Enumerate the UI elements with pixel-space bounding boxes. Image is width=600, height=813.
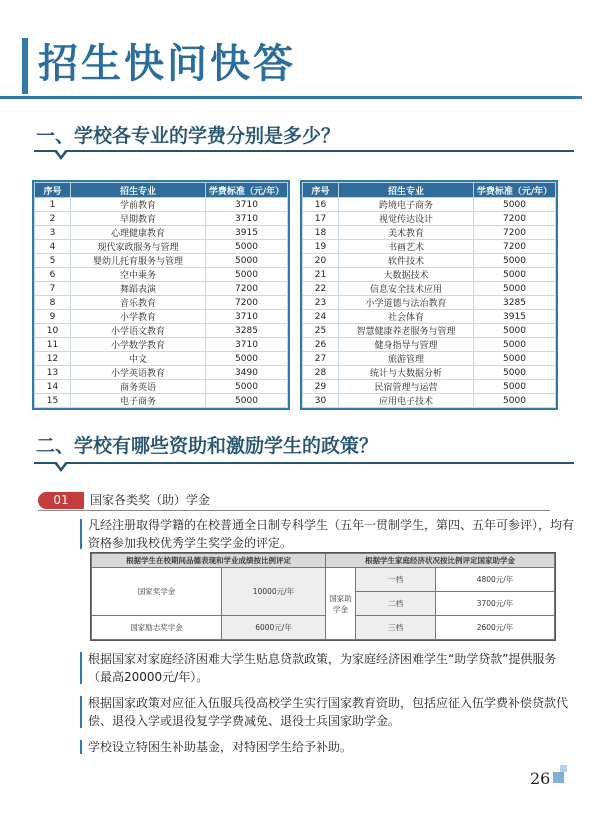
tuition-fee: 7200: [474, 240, 556, 254]
major-name: 音乐教育: [71, 296, 206, 310]
major-name: 跨境电子商务: [339, 198, 474, 212]
header-accent-bar: [22, 38, 28, 94]
fee-row: [303, 380, 556, 394]
major-name: 空中乘务: [71, 268, 206, 282]
major-name: 小学英语教育: [71, 366, 206, 380]
row-number: 26: [303, 338, 339, 352]
major-name: 美术教育: [339, 226, 474, 240]
col-header-fee: 学费标准（元/年）: [474, 183, 556, 198]
scholarship-grant-header: 根据学生家庭经济状况按比例评定国家助学金: [326, 554, 555, 568]
row-number: 21: [303, 268, 339, 282]
tuition-fee: 5000: [206, 394, 288, 408]
tuition-fee: 5000: [474, 198, 556, 212]
merit-name-2: 国家励志奖学金: [92, 616, 222, 640]
fee-row: [35, 380, 288, 394]
military-paragraph: 根据国家政策对应征入伍服兵役高校学生实行国家教育资助，包括应征入伍学费补偿贷款代偿、退役入学或退役复学学费减免、退役士兵国家助学金。: [88, 696, 569, 728]
fee-row: [303, 198, 556, 212]
row-number: 11: [35, 338, 71, 352]
row-number: 16: [303, 198, 339, 212]
fee-row: [35, 394, 288, 408]
paragraph-marker: [80, 696, 82, 728]
fee-row: [35, 198, 288, 212]
tuition-fee: 3710: [206, 310, 288, 324]
page-deco-square: [553, 772, 564, 783]
major-name: 小学数学教育: [71, 338, 206, 352]
tuition-fee: 3285: [206, 324, 288, 338]
section-number-badge: 01: [38, 492, 84, 509]
fee-row: [303, 268, 556, 282]
loan-paragraph: 根据国家对家庭经济困难大学生贴息贷款政策，为家庭经济困难学生“助学贷款”提供服务（最高20000元/年）。: [88, 652, 557, 684]
tuition-fee: 5000: [474, 324, 556, 338]
tuition-fee: 7200: [474, 226, 556, 240]
row-number: 15: [35, 394, 71, 408]
row-number: 27: [303, 352, 339, 366]
merit-name-1: 国家奖学金: [92, 568, 222, 616]
tuition-fee: 5000: [206, 380, 288, 394]
row-number: 5: [35, 254, 71, 268]
row-number: 25: [303, 324, 339, 338]
fee-table-right: [300, 180, 558, 410]
tuition-fee: 5000: [206, 240, 288, 254]
tuition-fee: 7200: [474, 212, 556, 226]
header-divider: [0, 96, 582, 99]
fee-row: [303, 254, 556, 268]
major-name: 社会体育: [339, 310, 474, 324]
row-number: 10: [35, 324, 71, 338]
fee-row: [35, 366, 288, 380]
tuition-fee: 5000: [474, 338, 556, 352]
col-header-no: 序号: [303, 183, 339, 198]
tuition-fee: 5000: [474, 282, 556, 296]
fee-row: [303, 212, 556, 226]
row-number: 29: [303, 380, 339, 394]
major-name: 视觉传达设计: [339, 212, 474, 226]
grant-amount-3: 2600元/年: [436, 616, 555, 640]
fee-row: [303, 338, 556, 352]
tuition-fee: 5000: [474, 254, 556, 268]
grant-tier-3: 三档: [356, 616, 436, 640]
row-number: 2: [35, 212, 71, 226]
fee-row: [303, 310, 556, 324]
grant-amount-2: 3700元/年: [436, 592, 555, 616]
tuition-fee: 7200: [206, 282, 288, 296]
fee-row: [35, 212, 288, 226]
major-name: 婴幼儿托育服务与管理: [71, 254, 206, 268]
question-1-underline: [34, 150, 574, 152]
paragraph-marker: [80, 652, 82, 684]
scholarship-merit-header: 根据学生在校期间品德表现和学业成绩按比例评定: [92, 554, 326, 568]
major-name: 学前教育: [71, 198, 206, 212]
row-number: 28: [303, 366, 339, 380]
intro-paragraph: 凡经注册取得学籍的在校普通全日制专科学生（五年一贯制学生，第四、五年可参评），均有资格参加我校优秀学生奖学金的评定。: [88, 518, 575, 550]
fee-row: [35, 352, 288, 366]
question-1-pointer: [54, 151, 68, 160]
fee-table-left: [32, 180, 290, 410]
fee-row: [35, 240, 288, 254]
scholarship-table: [90, 552, 556, 641]
tuition-fee: 5000: [474, 352, 556, 366]
row-number: 18: [303, 226, 339, 240]
row-number: 24: [303, 310, 339, 324]
row-number: 19: [303, 240, 339, 254]
question-2-title: 二、学校有哪些资助和激励学生的政策？: [36, 435, 379, 457]
tuition-fee: 3915: [474, 310, 556, 324]
grant-name: [326, 568, 356, 640]
row-number: 17: [303, 212, 339, 226]
col-header-no: 序号: [35, 183, 71, 198]
major-name: 舞蹈表演: [71, 282, 206, 296]
paragraph-marker: [80, 740, 82, 754]
row-number: 14: [35, 380, 71, 394]
fee-row: [303, 240, 556, 254]
col-header-major: 招生专业: [71, 183, 206, 198]
row-number: 23: [303, 296, 339, 310]
major-name: 小学语文教育: [71, 324, 206, 338]
tuition-fee: 3710: [206, 212, 288, 226]
col-header-major: 招生专业: [339, 183, 474, 198]
special-aid-paragraph: 学校设立特困生补助基金，对特困学生给予补助。: [88, 740, 353, 754]
major-name: 现代家政服务与管理: [71, 240, 206, 254]
tuition-fee: 5000: [206, 268, 288, 282]
section-divider: [38, 510, 550, 511]
row-number: 6: [35, 268, 71, 282]
fee-row: [303, 324, 556, 338]
page-title: 招生快问快答: [38, 41, 296, 87]
major-name: 统计与大数据分析: [339, 366, 474, 380]
major-name: 小学道德与法治教育: [339, 296, 474, 310]
fee-row: [35, 324, 288, 338]
major-name: 电子商务: [71, 394, 206, 408]
row-number: 1: [35, 198, 71, 212]
row-number: 22: [303, 282, 339, 296]
merit-amount-1: 10000元/年: [222, 568, 326, 616]
fee-row: [35, 268, 288, 282]
major-name: 信息安全技术应用: [339, 282, 474, 296]
row-number: 8: [35, 296, 71, 310]
tuition-fee: 7200: [206, 296, 288, 310]
tuition-fee: 5000: [206, 352, 288, 366]
tuition-fee: 3490: [206, 366, 288, 380]
row-number: 4: [35, 240, 71, 254]
major-name: 软件技术: [339, 254, 474, 268]
fee-row: [303, 394, 556, 408]
major-name: 旅游管理: [339, 352, 474, 366]
row-number: 20: [303, 254, 339, 268]
tuition-fee: 3915: [206, 226, 288, 240]
question-1-title: 一、学校各专业的学费分别是多少？: [36, 125, 341, 147]
page-deco-square: [560, 765, 567, 772]
major-name: 小学教育: [71, 310, 206, 324]
page-number: 26: [530, 769, 551, 788]
grant-tier-2: 二档: [356, 592, 436, 616]
row-number: 30: [303, 394, 339, 408]
fee-row: [35, 310, 288, 324]
tuition-fee: 3285: [474, 296, 556, 310]
tuition-fee: 5000: [206, 254, 288, 268]
fee-row: [35, 296, 288, 310]
major-name: 民宿管理与运营: [339, 380, 474, 394]
grant-tier-1: 一档: [356, 568, 436, 592]
major-name: 健身指导与管理: [339, 338, 474, 352]
grant-amount-1: 4800元/年: [436, 568, 555, 592]
fee-row: [303, 282, 556, 296]
major-name: 大数据技术: [339, 268, 474, 282]
major-name: 商务英语: [71, 380, 206, 394]
major-name: 书画艺术: [339, 240, 474, 254]
question-2-pointer: [54, 463, 68, 472]
row-number: 13: [35, 366, 71, 380]
grant-name-text: 国家助学金: [329, 593, 352, 614]
row-number: 12: [35, 352, 71, 366]
section-title: 国家各类奖（助）学金: [90, 493, 211, 507]
merit-amount-2: 6000元/年: [222, 616, 326, 640]
row-number: 9: [35, 310, 71, 324]
major-name: 应用电子技术: [339, 394, 474, 408]
fee-row: [303, 366, 556, 380]
row-number: 3: [35, 226, 71, 240]
major-name: 中文: [71, 352, 206, 366]
question-2-underline: [34, 462, 574, 464]
tuition-fee: 5000: [474, 380, 556, 394]
fee-row: [35, 338, 288, 352]
fee-row: [35, 254, 288, 268]
paragraph-marker: [80, 519, 82, 549]
fee-row: [35, 282, 288, 296]
col-header-fee: 学费标准（元/年）: [206, 183, 288, 198]
major-name: 心理健康教育: [71, 226, 206, 240]
major-name: 早期教育: [71, 212, 206, 226]
fee-row: [35, 226, 288, 240]
row-number: 7: [35, 282, 71, 296]
fee-row: [303, 352, 556, 366]
tuition-fee: 3710: [206, 338, 288, 352]
fee-row: [303, 296, 556, 310]
tuition-fee: 5000: [474, 268, 556, 282]
major-name: 智慧健康养老服务与管理: [339, 324, 474, 338]
tuition-fee: 5000: [474, 366, 556, 380]
tuition-fee: 5000: [474, 394, 556, 408]
tuition-fee: 3710: [206, 198, 288, 212]
fee-row: [303, 226, 556, 240]
